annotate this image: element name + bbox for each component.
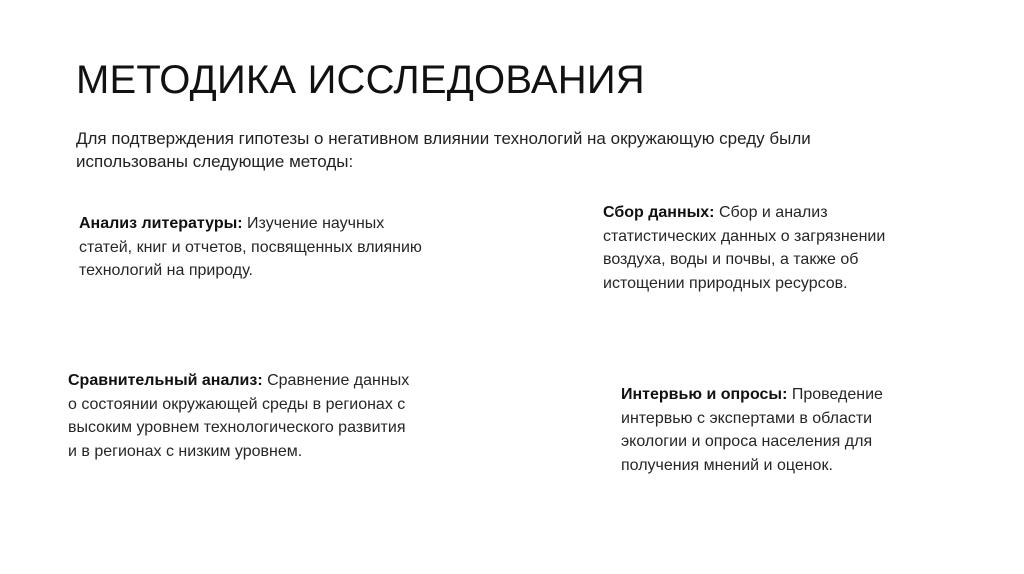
method-comparative-analysis xyxy=(68,369,413,463)
method-description: Сбор и анализ статистических данных о загрязнении воздуха, воды и почвы, а также об истощении природных ресурсов. xyxy=(603,204,886,292)
method-term: Сравнительный анализ: xyxy=(68,372,263,389)
method-description: Изучение научных статей, книг и отчетов, посвященных влиянию технологий на природу. xyxy=(79,215,422,279)
method-description: Проведение интервью с экспертами в области экологии и опроса населения для получения мнений и оценок. xyxy=(621,386,883,474)
method-description: Сравнение данных о состоянии окружающей среды в регионах с высоким уровнем технологического развития и в регионах с низким уровнем. xyxy=(68,372,410,460)
method-term: Интервью и опросы: xyxy=(621,386,788,403)
method-data-collection xyxy=(603,201,933,295)
method-literature-analysis xyxy=(79,212,439,283)
method-interviews-surveys xyxy=(621,383,921,477)
method-term: Сбор данных: xyxy=(603,204,715,221)
intro-paragraph: Для подтверждения гипотезы о негативном влиянии технологий на окружающую среду были использованы следующие методы: xyxy=(76,129,811,171)
method-term: Анализ литературы: xyxy=(79,215,243,232)
slide-title: МЕТОДИКА ИССЛЕДОВАНИЯ xyxy=(76,58,645,102)
